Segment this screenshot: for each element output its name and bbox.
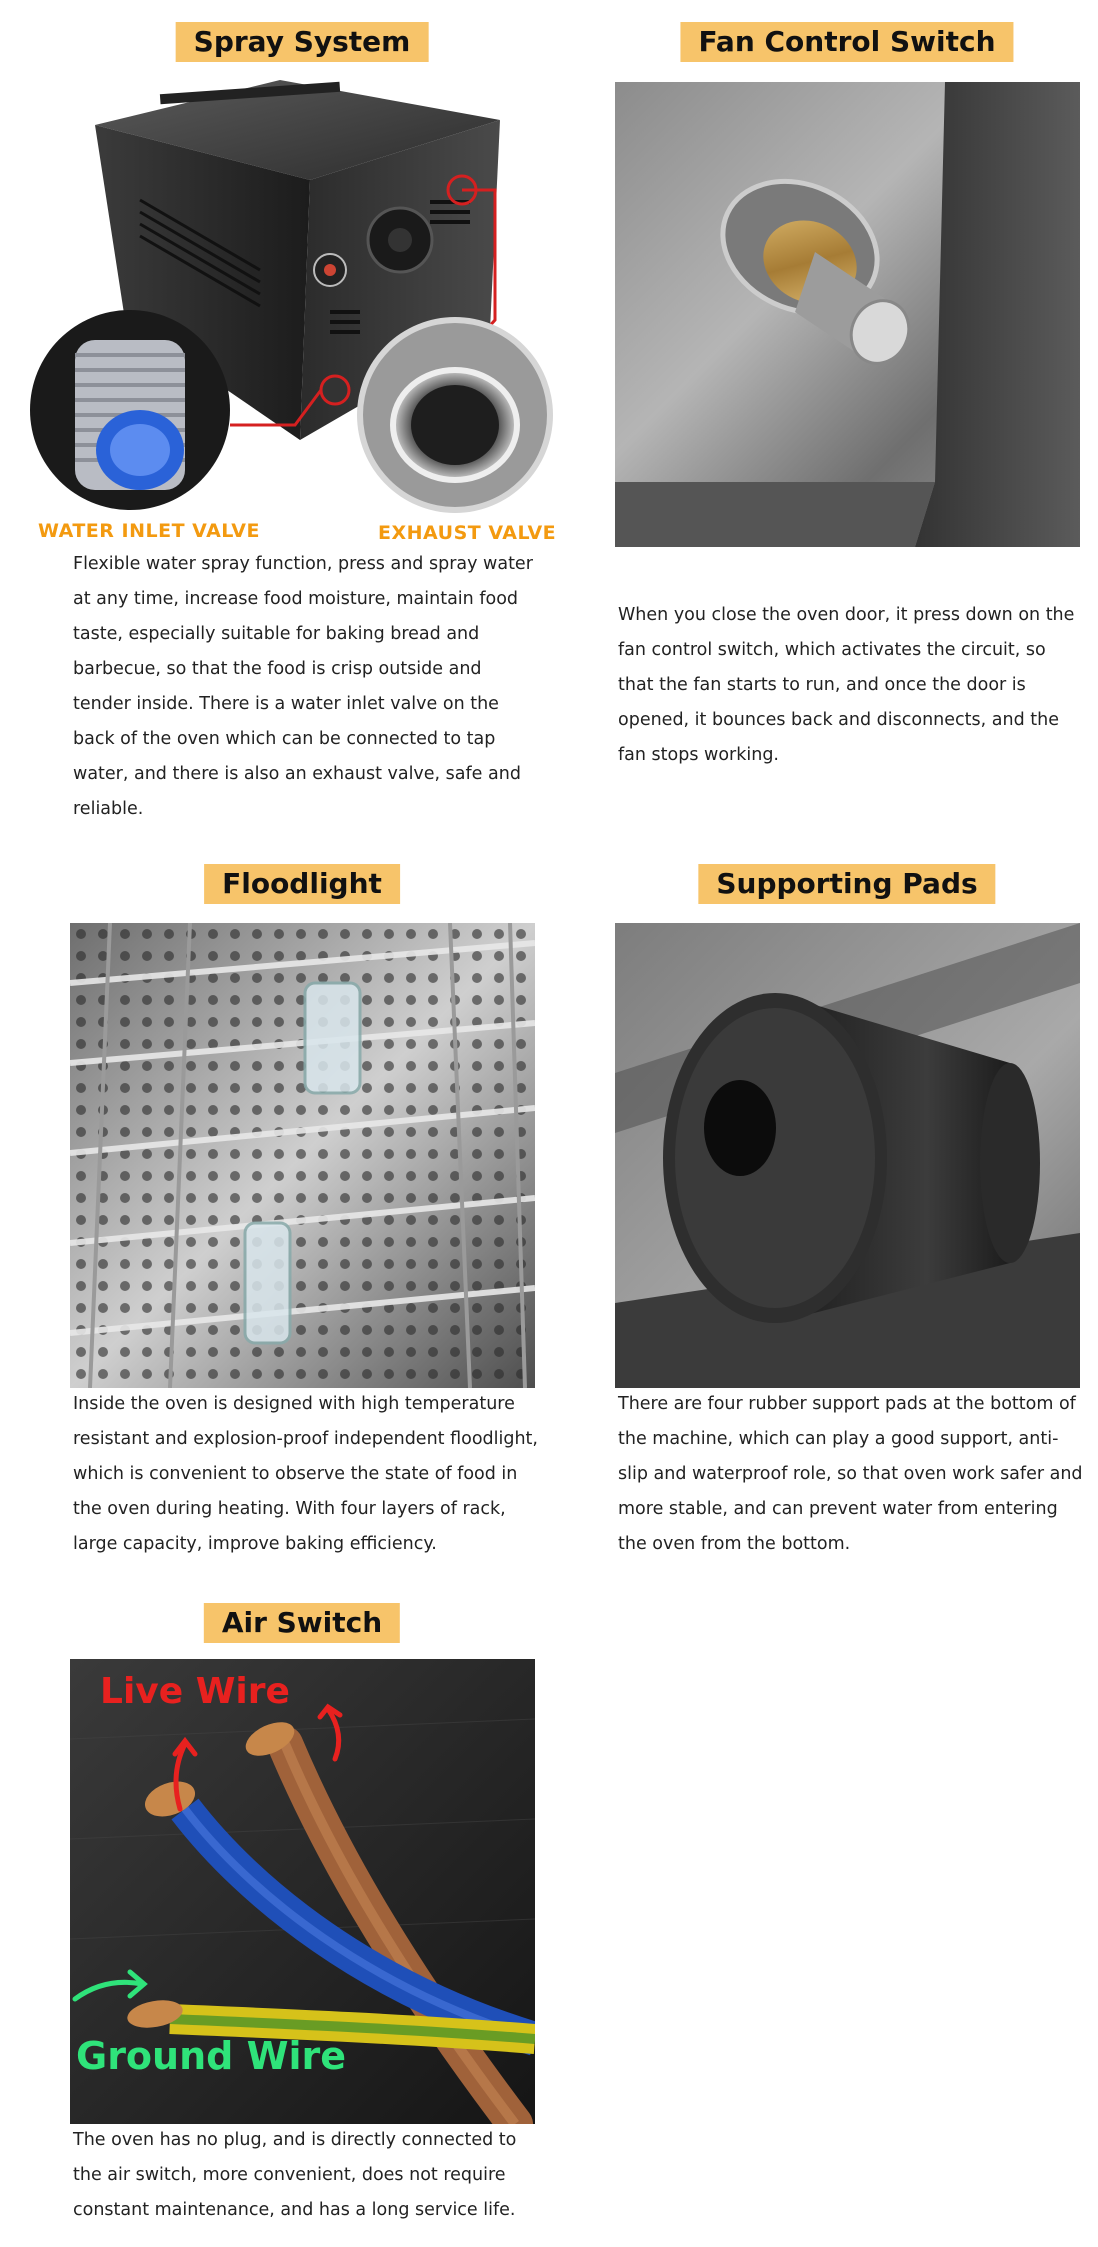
- air-switch-image: [70, 1659, 535, 2124]
- air-switch-title: Air Switch: [204, 1603, 400, 1643]
- fan-control-switch-image: [615, 82, 1080, 547]
- live-wire-label: Live Wire: [100, 1671, 290, 1712]
- air-switch-description: The oven has no plug, and is directly connected to the air switch, more convenient, does not require constant maintenance, and has a long service life.: [73, 2130, 517, 2220]
- water-inlet-valve-label: WATER INLET VALVE: [38, 520, 260, 542]
- floodlight-image: [70, 923, 535, 1388]
- spray-system-title: Spray System: [176, 22, 429, 62]
- fan-control-switch-title: Fan Control Switch: [680, 22, 1013, 62]
- floodlight-title: Floodlight: [204, 864, 400, 904]
- fan-control-switch-description: When you close the oven door, it press down on the fan control switch, which activates the circuit, so that the fan starts to run, and once the door is opened, it bounces back and disconnects, and the fan stops working.: [618, 605, 1075, 765]
- supporting-pads-description: There are four rubber support pads at the bottom of the machine, which can play a good support, anti-slip and waterproof role, so that oven work safer and more stable, and can prevent water from entering the oven from the bottom.: [618, 1394, 1083, 1554]
- supporting-pads-title: Supporting Pads: [698, 864, 995, 904]
- supporting-pads-image: [615, 923, 1080, 1388]
- floodlight-description: Inside the oven is designed with high temperature resistant and explosion-proof independent floodlight, which is convenient to observe the state of food in the oven during heating. With four layers of rack, large capacity, improve baking efficiency.: [73, 1394, 538, 1554]
- exhaust-valve-label: EXHAUST VALVE: [378, 522, 557, 544]
- ground-wire-label: Ground Wire: [76, 2034, 347, 2078]
- spray-system-description: Flexible water spray function, press and spray water at any time, increase food moisture, maintain food taste, especially suitable for baking bread and barbecue, so that the food is crisp outside and tender inside. There is a water inlet valve on the back of the oven which can be connected to tap water, and there is also an exhaust valve, safe and reliable.: [73, 554, 533, 819]
- spray-system-image: [30, 70, 570, 520]
